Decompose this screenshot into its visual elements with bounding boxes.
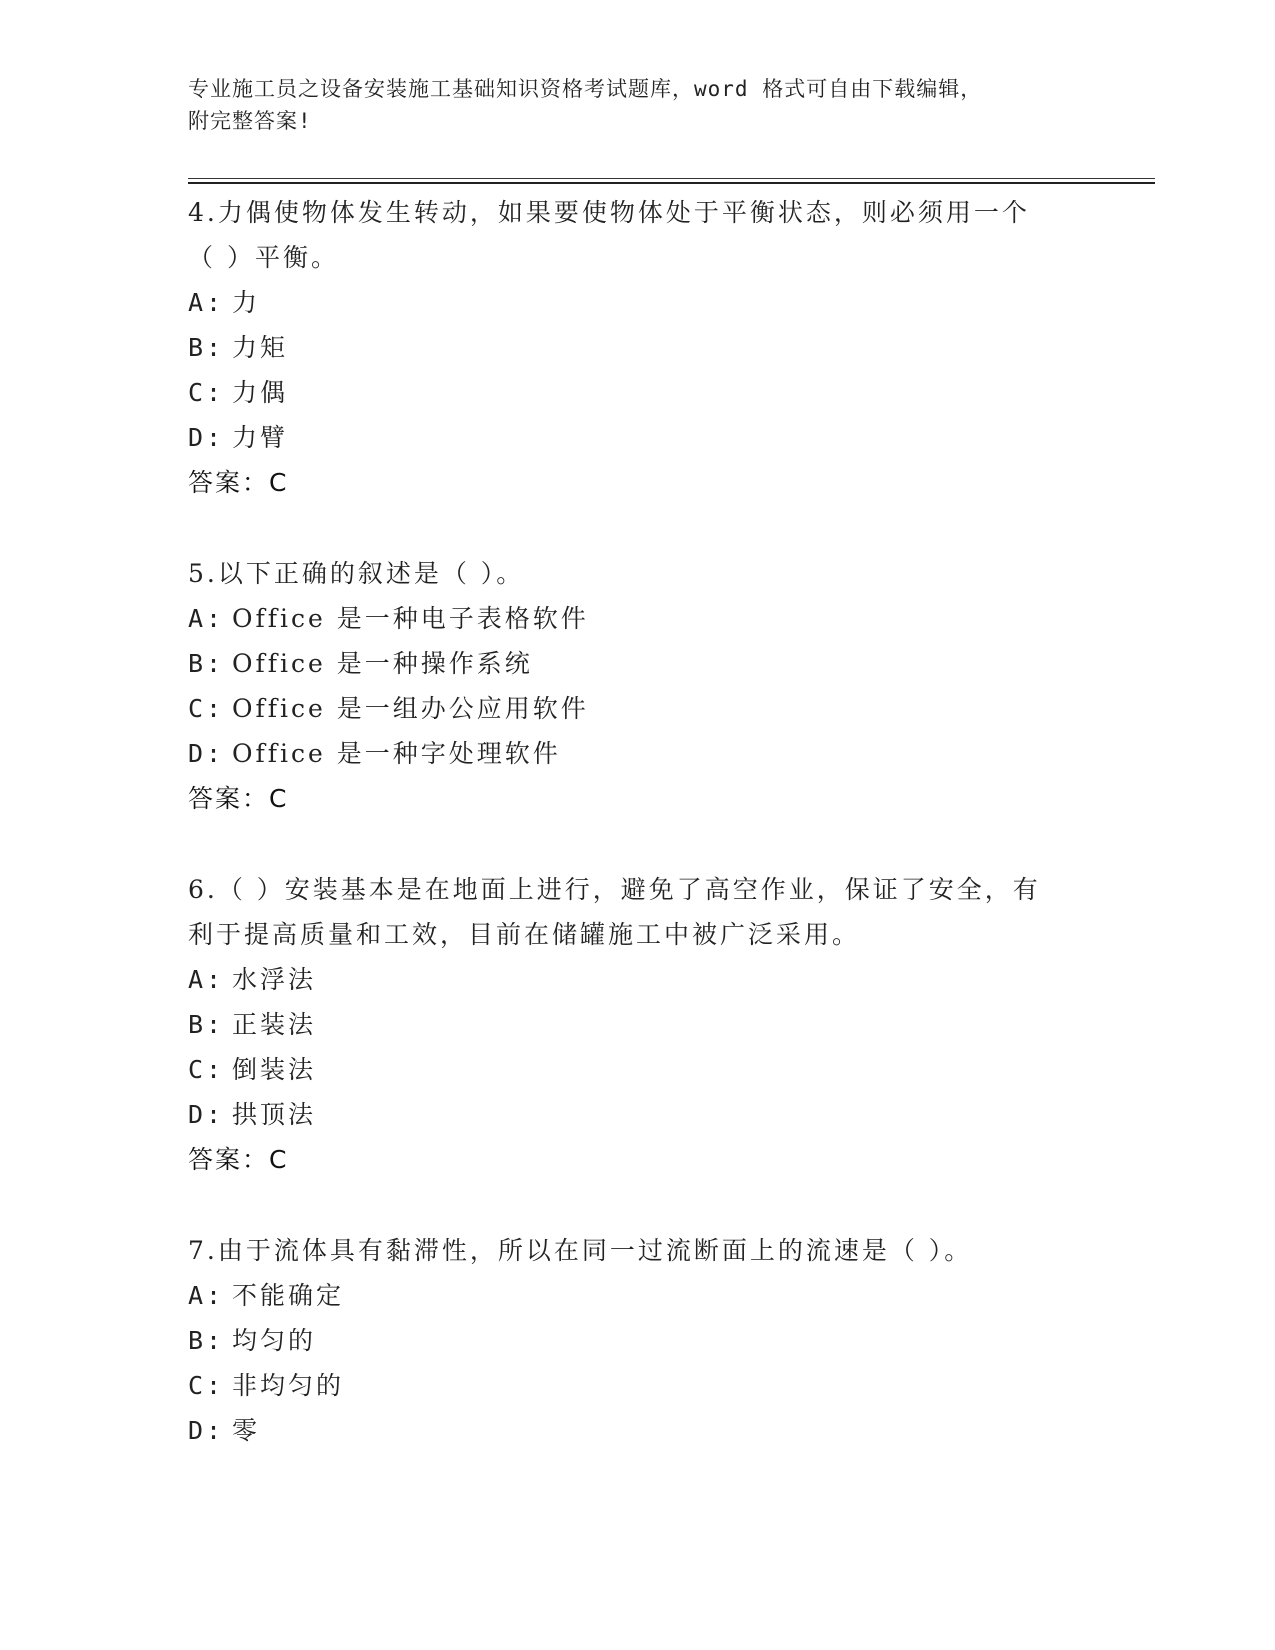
question-text: 4.力偶使物体发生转动，如果要使物体处于平衡状态，则必须用一个 <box>188 198 1030 227</box>
option-letter: A: <box>188 604 225 633</box>
option-text: 正装法 <box>232 1010 317 1039</box>
option-letter: C: <box>188 1371 225 1400</box>
option-letter: D: <box>188 1416 225 1445</box>
option-d <box>188 1092 1088 1137</box>
question-text: 利于提高质量和工效，目前在储罐施工中被广泛采用。 <box>188 920 861 949</box>
option-text: 力 <box>232 288 261 317</box>
option-letter: C: <box>188 694 225 723</box>
header-divider-thin <box>188 178 1155 179</box>
option-text: 力偶 <box>232 378 289 407</box>
option-letter: D: <box>188 739 225 768</box>
option-a <box>188 280 1088 325</box>
option-text: Office 是一组办公应用软件 <box>232 694 589 723</box>
option-letter: A: <box>188 1281 225 1310</box>
answer-line: 答案：C <box>188 468 289 497</box>
option-d <box>188 1408 1088 1453</box>
option-text: Office 是一种电子表格软件 <box>232 604 589 633</box>
option-text: 水浮法 <box>232 965 317 994</box>
option-letter: B: <box>188 1010 225 1039</box>
option-letter: C: <box>188 378 225 407</box>
option-c <box>188 686 1088 731</box>
question-text: （ ）平衡。 <box>188 243 339 272</box>
option-text: Office 是一种操作系统 <box>232 649 533 678</box>
option-b <box>188 1002 1088 1047</box>
question-text: 6.（ ）安装基本是在地面上进行，避免了高空作业，保证了安全，有 <box>188 875 1041 904</box>
question-block <box>188 1228 1088 1453</box>
option-text: 拱顶法 <box>232 1100 317 1129</box>
question-list <box>188 190 1088 1499</box>
option-c <box>188 1363 1088 1408</box>
answer-line: 答案：C <box>188 1145 289 1174</box>
option-letter: B: <box>188 333 225 362</box>
question-block <box>188 867 1088 1182</box>
option-text: Office 是一种字处理软件 <box>232 739 561 768</box>
option-letter: D: <box>188 1100 225 1129</box>
option-c <box>188 370 1088 415</box>
option-b <box>188 1318 1088 1363</box>
option-letter: A: <box>188 965 225 994</box>
option-letter: B: <box>188 649 225 678</box>
option-letter: A: <box>188 288 225 317</box>
option-d <box>188 731 1088 776</box>
option-a <box>188 596 1088 641</box>
option-d <box>188 415 1088 460</box>
option-letter: B: <box>188 1326 225 1355</box>
question-block <box>188 190 1088 505</box>
option-text: 非均匀的 <box>232 1371 345 1400</box>
option-text: 均匀的 <box>232 1326 317 1355</box>
option-c <box>188 1047 1088 1092</box>
question-text: 7.由于流体具有黏滞性，所以在同一过流断面上的流速是（ ）。 <box>188 1236 973 1265</box>
header-divider-thick <box>188 182 1155 184</box>
option-a <box>188 1273 1088 1318</box>
option-letter: C: <box>188 1055 225 1084</box>
option-letter: D: <box>188 423 225 452</box>
question-block <box>188 551 1088 821</box>
answer-line: 答案：C <box>188 784 289 813</box>
header-line-2: 附完整答案! <box>188 109 312 133</box>
document-header <box>188 73 1068 137</box>
option-b <box>188 641 1088 686</box>
question-text: 5.以下正确的叙述是（ ）。 <box>188 559 525 588</box>
option-b <box>188 325 1088 370</box>
option-text: 力臂 <box>232 423 289 452</box>
option-a <box>188 957 1088 1002</box>
option-text: 不能确定 <box>232 1281 345 1310</box>
option-text: 力矩 <box>232 333 289 362</box>
option-text: 零 <box>232 1416 261 1445</box>
option-text: 倒装法 <box>232 1055 317 1084</box>
header-line-1: 专业施工员之设备安装施工基础知识资格考试题库，word 格式可自由下载编辑， <box>188 77 983 101</box>
